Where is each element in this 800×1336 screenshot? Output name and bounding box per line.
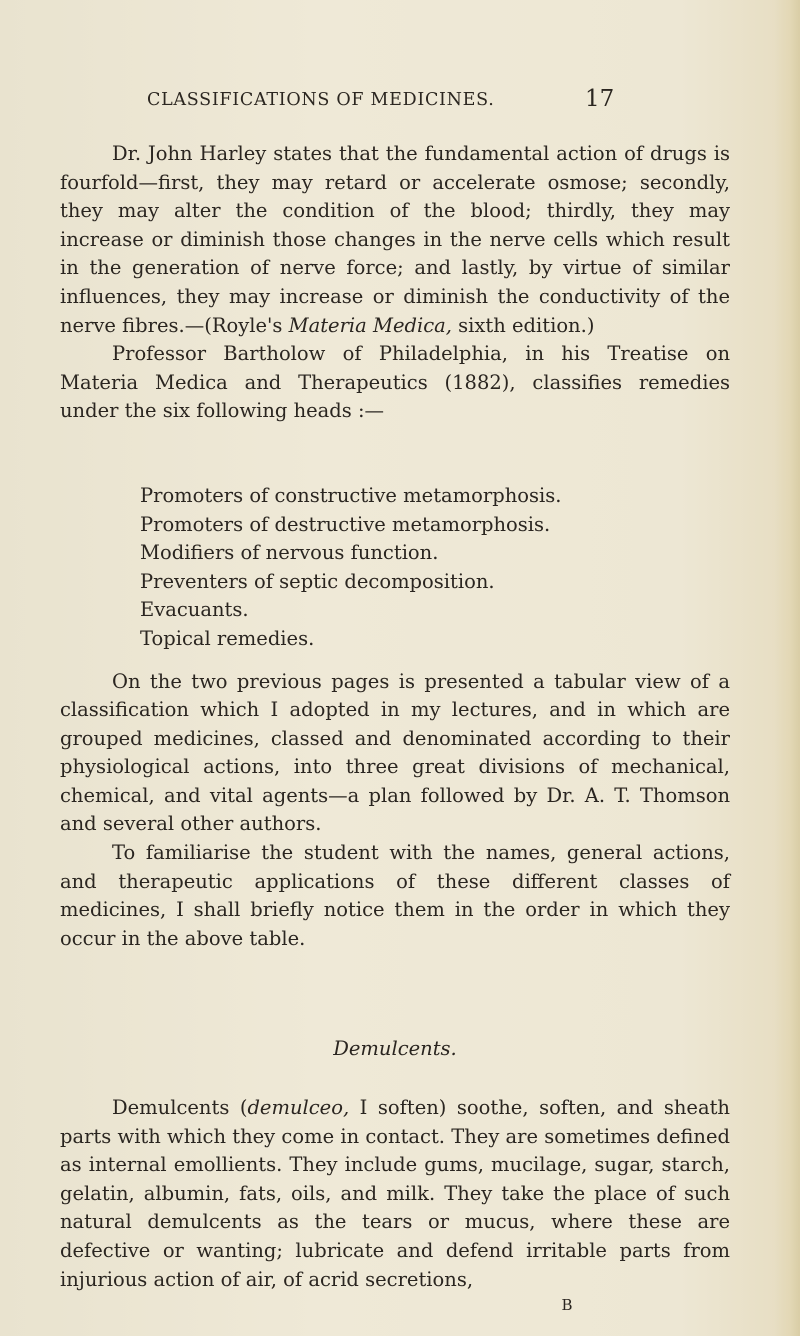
page-number: 17 bbox=[585, 86, 615, 112]
paragraph-text-end: sixth edition.) bbox=[451, 313, 595, 337]
list-item: Promoters of constructive metamorphosis. bbox=[140, 483, 562, 507]
list-item: Modifiers of nervous function. bbox=[140, 541, 439, 565]
list-item: Topical remedies. bbox=[140, 626, 315, 650]
paragraph-text: Dr. John Harley states that the fundamental action of drugs is fourfold—first, they may retard or accelerate osmose; secondly, they may alter the condition of the blood; thirdly, they may increase or diminish those changes in the nerve cells which result in the generation of nerve force; and lastly, by virtue of similar influences, they may increase or diminish the conductivity of the nerve fibres.—(Royle's bbox=[60, 142, 730, 337]
section-heading: Demulcents. bbox=[333, 1037, 457, 1061]
signature-letter: B bbox=[561, 1296, 573, 1315]
paragraph-text-rest: I soften) soothe, soften, and sheath parts with which they come in contact. They are sometimes defined as internal emollients. They include gums, mucilage, sugar, starch, gelatin, albumin, fats, oils, and milk. They take the place of such natural demulcents as the tears or mucus, where these are defective or wanting; lubricate and defend irritable parts from injurious action of air, of acrid secretions, bbox=[60, 1096, 730, 1291]
page-edge-shadow bbox=[774, 0, 800, 1336]
paragraph-demulcents bbox=[60, 1094, 730, 1294]
running-header: CLASSIFICATIONS OF MEDICINES. bbox=[147, 90, 495, 110]
italic-title: Materia Medica, bbox=[288, 313, 452, 337]
page-body bbox=[60, 140, 730, 1316]
list-item: Promoters of destructive metamorphosis. bbox=[140, 512, 551, 536]
paragraph-tabular-view: On the two previous pages is presented a tabular view of a classification which I adopted in my lectures, and in which are grouped medicines, classed and denominated according to their physiological actions, into three great divisions of mechanical, chemical, and vital agents—a plan followed by Dr. A. T. Thomson and several other authors. bbox=[60, 669, 730, 836]
signature-mark bbox=[60, 1294, 730, 1316]
list-item: Evacuants. bbox=[140, 598, 249, 622]
classification-list bbox=[60, 482, 730, 654]
paragraph-text: Demulcents ( bbox=[112, 1096, 248, 1120]
paragraph-familiarise: To familiarise the student with the names, general actions, and therapeutic applications of these different classes of medicines, I shall briefly notice them in the order in which they occur in the above table. bbox=[60, 841, 730, 950]
paragraph-harley bbox=[60, 140, 730, 340]
italic-term: demulceo, bbox=[247, 1096, 350, 1120]
paragraph-bartholow: Professor Bartholow of Philadelphia, in his Treatise on Materia Medica and Therapeutics (1882), classifies remedies under the six following heads :— bbox=[60, 342, 730, 423]
list-item: Preventers of septic decomposition. bbox=[140, 569, 495, 593]
